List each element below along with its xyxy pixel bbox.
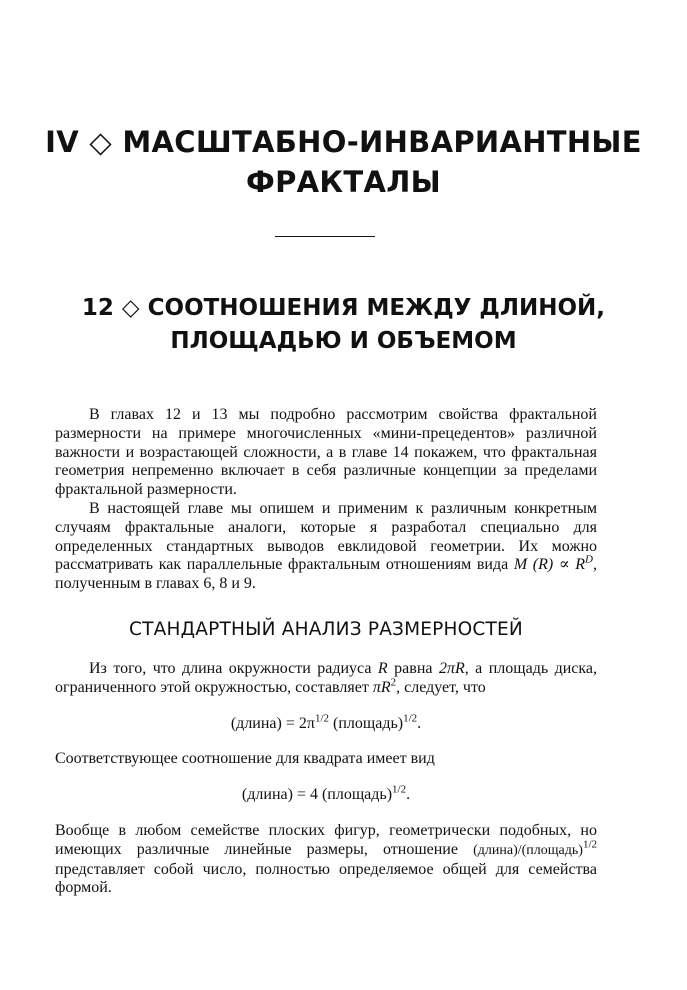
sp1-text-a: Из того, что длина окружности радиуса [89,659,372,677]
sp1-text-d: , следует, что [396,678,486,696]
equation-circle [55,712,597,734]
part-title-line2: ФРАКТАЛЫ [246,165,441,199]
eq2-exponent: 1/2 [392,783,407,796]
sp3-text-b: представляет собой число, полностью определяемое общей для семейства формой. [55,860,597,897]
intro-paragraph-2 [55,500,597,594]
eq1-mid: (площадь) [329,714,404,732]
section-paragraph-1 [55,660,597,698]
fractal-relation: M (R) ∝ R [513,556,586,574]
eq1-end: . [417,714,422,732]
section-paragraph-3 [55,822,597,898]
separator-rule [275,236,375,237]
part-title-line1: IV ◇ МАСШТАБНО-ИНВАРИАНТНЫЕ [45,125,642,159]
area-exponent: 2 [390,676,397,689]
eq1-exponent-2: 1/2 [403,712,418,725]
section-title: СТАНДАРТНЫЙ АНАЛИЗ РАЗМЕРНОСТЕЙ [129,618,523,640]
chapter-title-line2: ПЛОЩАДЬЮ И ОБЪЕМОМ [170,328,517,354]
eq2-left: (длина) = 4 (площадь) [241,786,393,804]
sp1-text-b: равна [394,659,433,677]
circumference-formula: 2πR [438,659,465,677]
equation-square [55,783,597,805]
eq2-end: . [406,786,411,804]
body-text [55,406,597,898]
part-title [0,122,687,202]
section-paragraph-2: Соответствующее соотношение для квадрата имеет вид [55,750,435,768]
sp3-text-a: Вообще в любом семействе плоских фигур, геометрически подобных, но имеющих различные линейные размеры, отношение [55,821,597,858]
length-area-ratio: (длина)/(площадь) [473,842,583,858]
chapter-title [0,292,687,358]
chapter-title-line1: 12 ◇ СООТНОШЕНИЯ МЕЖДУ ДЛИНОЙ, [81,295,606,321]
ratio-exponent: 1/2 [582,838,597,851]
intro-p2-end: , полученным в главах 6, 8 и 9. [55,556,597,593]
sp1-text-c: , а площадь диска, ограниченного этой окружностью, составляет [55,659,598,696]
eq1-left: (длина) = 2π [230,714,315,732]
fractal-exponent: D [585,554,593,567]
radius-symbol: R [377,659,388,677]
intro-p2-start: В настоящей главе мы опишем и применим к различным конкретным случаям фрактальные аналоги, которые я разработал специально для определенных стандартных выводов евклидовой геометрии. Их можно рассматривать как параллельные фрактальным отношениям вида [55,499,597,574]
intro-paragraph-1: В главах 12 и 13 мы подробно рассмотрим свойства фрактальной размерности на примере многочисленных «мини-прецедентов» различной важности и возрастающей сложности, а в главе 14 покажем, что фрактальная геометрия непременно включает в себя различные концепции за пределами фрактальной размерности. [55,406,597,499]
area-formula: πR [372,678,391,696]
eq1-exponent-1: 1/2 [314,712,330,725]
